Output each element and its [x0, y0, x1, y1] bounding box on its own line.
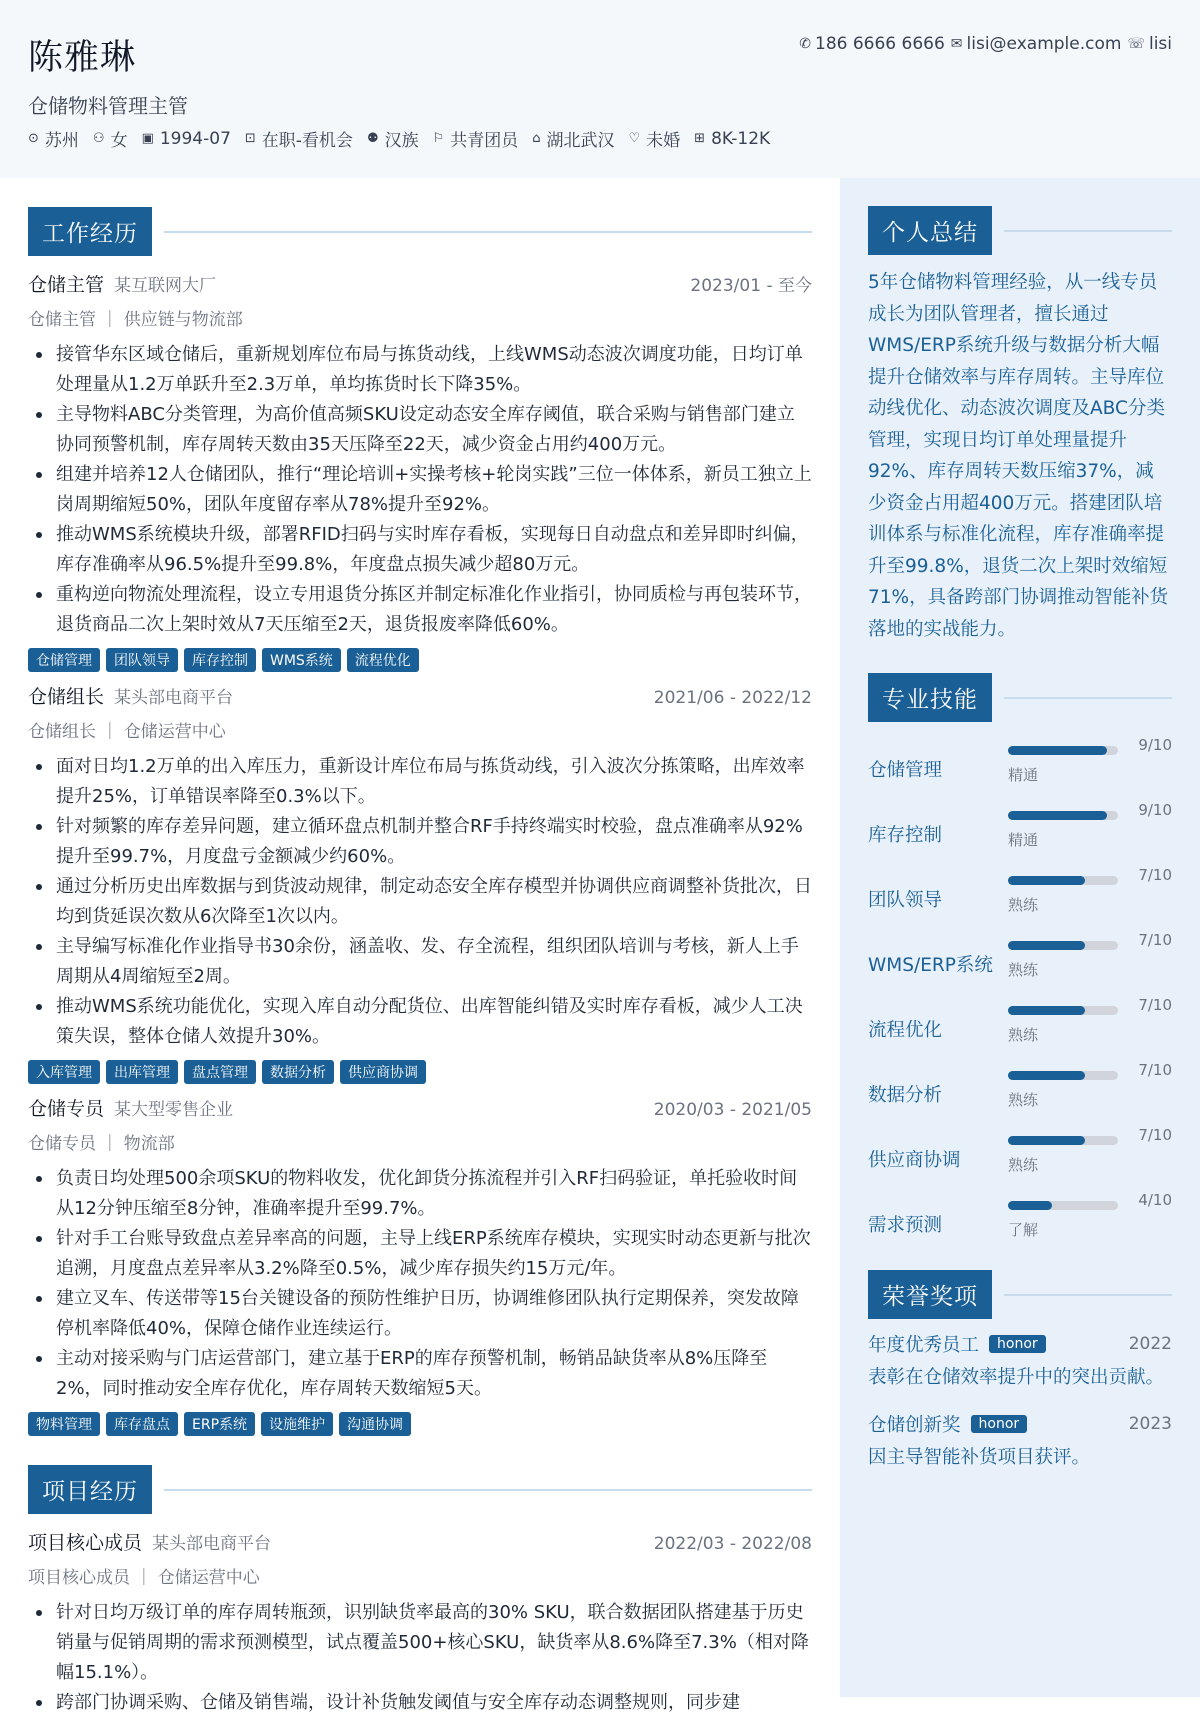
section-header-skills: [868, 673, 1172, 722]
skill-score: 7/10: [1138, 931, 1172, 949]
info-item: [93, 126, 128, 151]
skill-tag: 沟通协调: [339, 1412, 411, 1436]
main-column: [28, 178, 812, 1713]
contact-row: [799, 34, 1172, 54]
skill-score: 7/10: [1138, 1126, 1172, 1144]
job-tags: [28, 1412, 812, 1436]
skill-row: [868, 1189, 1172, 1254]
job-entry: [28, 270, 812, 672]
skill-score: 9/10: [1138, 801, 1172, 819]
info-item: [433, 126, 519, 151]
section-title-honors: 荣誉奖项: [868, 1270, 992, 1319]
skill-progress-bar: [1008, 1201, 1118, 1210]
bullet-item: 推动WMS系统模块升级，部署RFID扫码与实时库存看板，实现每日自动盘点和差异即时纠偏，库存准确率从96.5%提升至99.8%，年度盘点损失减少超80万元。: [28, 520, 812, 580]
skill-name: 数据分析: [868, 1085, 943, 1106]
honor-entry: [868, 1411, 1172, 1473]
project-entry: [28, 1528, 812, 1718]
skill-row: [868, 1124, 1172, 1189]
section-divider: [164, 231, 812, 233]
summary-text: 5年仓储物料管理经验，从一线专员成长为团队管理者，擅长通过WMS/ERP系统升级与数据分析大幅提升仓储效率与库存周转。主导库位动线优化、动态波次调度及ABC分类管理，实现日均订单处理量提升92%、库存周转天数压缩37%，减少资金占用超400万元。搭建团队培训体系与标准化流程，库存准确率提升至99.8%，退货二次上架时效缩短71%，具备跨部门协调推动智能补货落地的实战能力。: [868, 272, 1169, 640]
wechat-icon: ☏: [1127, 36, 1145, 52]
info-text: 1994-07: [159, 128, 231, 149]
skill-tag: 出库管理: [106, 1060, 178, 1084]
section-header-project: [28, 1465, 812, 1514]
bullet-item: 主导物料ABC分类管理，为高价值高频SKU设定动态安全库存阈值，联合采购与销售部门建立协同预警机制，库存周转天数由35天压降至22天，减少资金占用约400万元。: [28, 400, 812, 460]
job-bullets: [28, 1164, 812, 1404]
skill-progress-fill: [1008, 1071, 1085, 1080]
info-text: 在职-看机会: [261, 131, 353, 151]
section-title-skills: 专业技能: [868, 673, 992, 722]
honor-title-group: [868, 1331, 1046, 1357]
job-subtitle: 仓储专员 ｜ 物流部: [28, 1134, 175, 1154]
section-divider: [1004, 230, 1172, 232]
project-role: 项目核心成员: [28, 1532, 143, 1554]
bullet-item: 重构逆向物流处理流程，设立专用退货分拣区并制定标准化作业指引，协同质检与再包装环节，退货商品二次上架时效从7天压缩至2天，退货报废率降低60%。: [28, 580, 812, 640]
bullet-item: 面对日均1.2万单的出入库压力，重新设计库位布局与拣货动线，引入波次分拣策略，出库效率提升25%，订单错误率降至0.3%以下。: [28, 752, 812, 812]
contact-item: [1127, 34, 1172, 54]
info-text: 湖北武汉: [546, 131, 615, 151]
skill-row: [868, 734, 1172, 799]
skill-row: [868, 994, 1172, 1059]
section-title-work: 工作经历: [28, 207, 152, 256]
job-bullets: [28, 752, 812, 1052]
job-company: 某互联网大厂: [114, 276, 217, 296]
skill-name: 供应商协调: [868, 1150, 961, 1171]
skill-tag: 物料管理: [28, 1412, 100, 1436]
job-subtitle: 仓储组长 ｜ 仓储运营中心: [28, 722, 226, 742]
resume-header: [0, 0, 1200, 178]
info-item: [28, 126, 79, 151]
project-date: 2022/03 - 2022/08: [653, 1534, 812, 1554]
gender-icon: ⚇: [92, 131, 105, 146]
skill-row: [868, 1059, 1172, 1124]
honor-name: 仓储创新奖: [868, 1415, 961, 1436]
contact-item: [951, 34, 1122, 54]
job-header: [28, 270, 812, 297]
section-divider: [1004, 697, 1172, 699]
bullet-item: 主动对接采购与门店运营部门，建立基于ERP的库存预警机制，畅销品缺货率从8%压降至2%，同时推动安全库存优化，库存周转天数缩短5天。: [28, 1344, 812, 1404]
location-icon: ⊙: [28, 131, 39, 146]
skill-progress-bar: [1008, 1136, 1118, 1145]
skill-name: 流程优化: [868, 1020, 943, 1041]
job-title-group: [28, 1094, 233, 1121]
project-company: 某头部电商平台: [152, 1534, 272, 1554]
section-divider: [1004, 1294, 1172, 1296]
honor-header: [868, 1411, 1172, 1437]
skill-level: 了解: [1008, 1221, 1039, 1239]
skill-progress-fill: [1008, 811, 1107, 820]
job-company: 某头部电商平台: [114, 688, 234, 708]
bullet-item: 针对频繁的库存差异问题，建立循环盘点机制并整合RF手持终端实时校验，盘点准确率从92%提升至99.7%，月度盘亏金额减少约60%。: [28, 812, 812, 872]
skill-name: 团队领导: [868, 890, 943, 911]
job-role: 仓储组长: [28, 686, 105, 708]
info-text: 汉族: [384, 131, 419, 151]
skill-progress-bar: [1008, 811, 1118, 820]
section-header-summary: [868, 206, 1172, 255]
info-item: [629, 126, 681, 151]
skill-name: 库存控制: [868, 825, 943, 846]
skill-tag: ERP系统: [184, 1412, 255, 1436]
contact-text: lisi@example.com: [966, 34, 1122, 54]
honor-badge: honor: [971, 1415, 1028, 1433]
bullet-item: 组建并培养12人仓储团队，推行“理论培训+实操考核+轮岗实践”三位一体体系，新员工独立上岗周期缩短50%，团队年度留存率从78%提升至92%。: [28, 460, 812, 520]
skill-level: 熟练: [1008, 896, 1039, 914]
people-icon: ⚉: [366, 131, 379, 146]
bullet-item: 主导编写标准化作业指导书30余份，涵盖收、发、存全流程，组织团队培训与考核，新人上手周期从4周缩短至2周。: [28, 932, 812, 992]
skill-tag: 设施维护: [261, 1412, 333, 1436]
honor-entry: [868, 1331, 1172, 1393]
section-header-work: [28, 207, 812, 256]
section-title-summary: 个人总结: [868, 206, 992, 255]
honor-header: [868, 1331, 1172, 1357]
skill-progress-bar: [1008, 1071, 1118, 1080]
skill-progress-fill: [1008, 746, 1107, 755]
info-item: [532, 126, 614, 151]
contact-item: [799, 34, 945, 54]
job-header: [28, 1094, 812, 1121]
skill-level: 精通: [1008, 831, 1039, 849]
flag-icon: ⚐: [432, 131, 445, 146]
section-divider: [164, 1489, 812, 1491]
skill-level: 熟练: [1008, 1026, 1039, 1044]
bullet-item: 针对日均万级订单的库存周转瓶颈，识别缺货率最高的30% SKU，联合数据团队搭建基于历史销量与促销周期的需求预测模型，试点覆盖500+核心SKU，缺货率从8.6%降至7.3%（相对降幅15.1%）。: [28, 1598, 812, 1688]
phone-icon: ✆: [799, 36, 811, 52]
skill-progress-bar: [1008, 941, 1118, 950]
bullet-item: 建立叉车、传送带等15台关键设备的预防性维护日历，协调维修团队执行定期保养，突发故障停机率降低40%，保障仓储作业连续运行。: [28, 1284, 812, 1344]
honor-year: 2022: [1128, 1334, 1172, 1354]
contact-text: lisi: [1148, 34, 1172, 54]
job-bullets: [28, 340, 812, 640]
info-text: 苏州: [44, 131, 79, 151]
honor-description: 因主导智能补货项目获评。: [868, 1447, 1091, 1468]
skill-level: 熟练: [1008, 1156, 1039, 1174]
job-entry: [28, 1094, 812, 1436]
skill-level: 熟练: [1008, 961, 1039, 979]
sidebar-column: [840, 178, 1200, 1697]
honors-list: [868, 1331, 1172, 1473]
honor-name: 年度优秀员工: [868, 1335, 980, 1356]
info-text: 共青团员: [450, 131, 519, 151]
skill-name: 仓储管理: [868, 760, 943, 781]
info-item: [142, 126, 231, 151]
job-entry: [28, 682, 812, 1084]
section-header-honors: [868, 1270, 1172, 1319]
job-date: 2023/01 - 至今: [690, 276, 812, 296]
skill-row: [868, 799, 1172, 864]
bullet-item: 推动WMS系统功能优化，实现入库自动分配货位、出库智能纠错及实时库存看板，减少人工决策失误，整体仓储人效提升30%。: [28, 992, 812, 1052]
section-title-project: 项目经历: [28, 1465, 152, 1514]
honor-year: 2023: [1128, 1414, 1172, 1434]
skill-tag: 团队领导: [106, 648, 178, 672]
briefcase-icon: ⊡: [244, 131, 256, 146]
heart-icon: ♡: [628, 131, 641, 146]
info-item: [694, 126, 770, 151]
skill-name: WMS/ERP系统: [868, 955, 993, 976]
project-header: [28, 1528, 812, 1555]
job-role: 仓储主管: [28, 274, 105, 296]
info-item: [367, 126, 419, 151]
job-tags: [28, 648, 812, 672]
job-tags: [28, 1060, 812, 1084]
job-title-group: [28, 270, 216, 297]
skill-progress-fill: [1008, 941, 1085, 950]
project-subtitle: 项目核心成员 ｜ 仓储运营中心: [28, 1568, 260, 1588]
skill-tag: WMS系统: [262, 648, 341, 672]
skill-row: [868, 864, 1172, 929]
skill-score: 7/10: [1138, 996, 1172, 1014]
skill-progress-fill: [1008, 876, 1085, 885]
calendar-icon: ▣: [141, 131, 154, 146]
skill-progress-bar: [1008, 1006, 1118, 1015]
job-subtitle: 仓储主管 ｜ 供应链与物流部: [28, 310, 243, 330]
skill-row: [868, 929, 1172, 994]
skill-progress-fill: [1008, 1201, 1052, 1210]
skill-tag: 库存控制: [184, 648, 256, 672]
home-icon: ⌂: [532, 131, 541, 146]
skill-name: 需求预测: [868, 1215, 943, 1236]
skill-tag: 数据分析: [262, 1060, 334, 1084]
honor-title-group: [868, 1411, 1027, 1437]
skill-level: 精通: [1008, 766, 1039, 784]
skill-progress-bar: [1008, 746, 1118, 755]
skill-tag: 盘点管理: [184, 1060, 256, 1084]
info-text: 8K-12K: [711, 128, 771, 149]
skill-tag: 仓储管理: [28, 648, 100, 672]
bullet-item: 通过分析历史出库数据与到货波动规律，制定动态安全库存模型并协调供应商调整补货批次，日均到货延误次数从6次降至1次以内。: [28, 872, 812, 932]
candidate-name: 陈雅琳: [28, 38, 137, 78]
bullet-item: 接管华东区域仓储后，重新规划库位布局与拣货动线，上线WMS动态波次调度功能，日均订单处理量从1.2万单跃升至2.3万单，单均拣货时长下降35%。: [28, 340, 812, 400]
skill-progress-bar: [1008, 876, 1118, 885]
job-title: 仓储物料管理主管: [28, 94, 188, 118]
job-company: 某大型零售企业: [114, 1100, 234, 1120]
job-date: 2021/06 - 2022/12: [653, 688, 812, 708]
skill-progress-fill: [1008, 1006, 1085, 1015]
job-date: 2020/03 - 2021/05: [653, 1100, 812, 1120]
work-experience-list: [28, 270, 812, 1436]
skill-tag: 入库管理: [28, 1060, 100, 1084]
info-item: [245, 126, 353, 151]
skill-score: 7/10: [1138, 866, 1172, 884]
project-bullets: [28, 1598, 812, 1718]
personal-info-row: [28, 126, 770, 151]
skills-list: [868, 734, 1172, 1254]
bullet-item: 跨部门协调采购、仓储及销售端，设计补货触发阈值与安全库存动态调整规则，同步建: [28, 1688, 812, 1718]
skill-tag: 供应商协调: [340, 1060, 426, 1084]
salary-icon: ⊞: [694, 131, 706, 146]
bullet-item: 负责日均处理500余项SKU的物料收发，优化卸货分拣流程并引入RF扫码验证，单托验收时间从12分钟压缩至8分钟，准确率提升至99.7%。: [28, 1164, 812, 1224]
bullet-item: 针对手工台账导致盘点差异率高的问题，主导上线ERP系统库存模块，实现实时动态更新与批次追溯，月度盘点差异率从3.2%降至0.5%，减少库存损失约15万元/年。: [28, 1224, 812, 1284]
job-title-group: [28, 682, 233, 709]
skill-score: 4/10: [1138, 1191, 1172, 1209]
contact-text: 186 6666 6666: [815, 34, 945, 54]
job-header: [28, 682, 812, 709]
skill-tag: 库存盘点: [106, 1412, 178, 1436]
job-role: 仓储专员: [28, 1098, 105, 1120]
honor-badge: honor: [989, 1335, 1046, 1353]
honor-description: 表彰在仓储效率提升中的突出贡献。: [868, 1367, 1165, 1388]
mail-icon: ✉: [950, 36, 963, 52]
skill-score: 7/10: [1138, 1061, 1172, 1079]
skill-tag: 流程优化: [347, 648, 419, 672]
skill-level: 熟练: [1008, 1091, 1039, 1109]
skill-progress-fill: [1008, 1136, 1085, 1145]
info-text: 未婚: [646, 131, 681, 151]
info-text: 女: [110, 131, 128, 151]
skill-score: 9/10: [1138, 736, 1172, 754]
